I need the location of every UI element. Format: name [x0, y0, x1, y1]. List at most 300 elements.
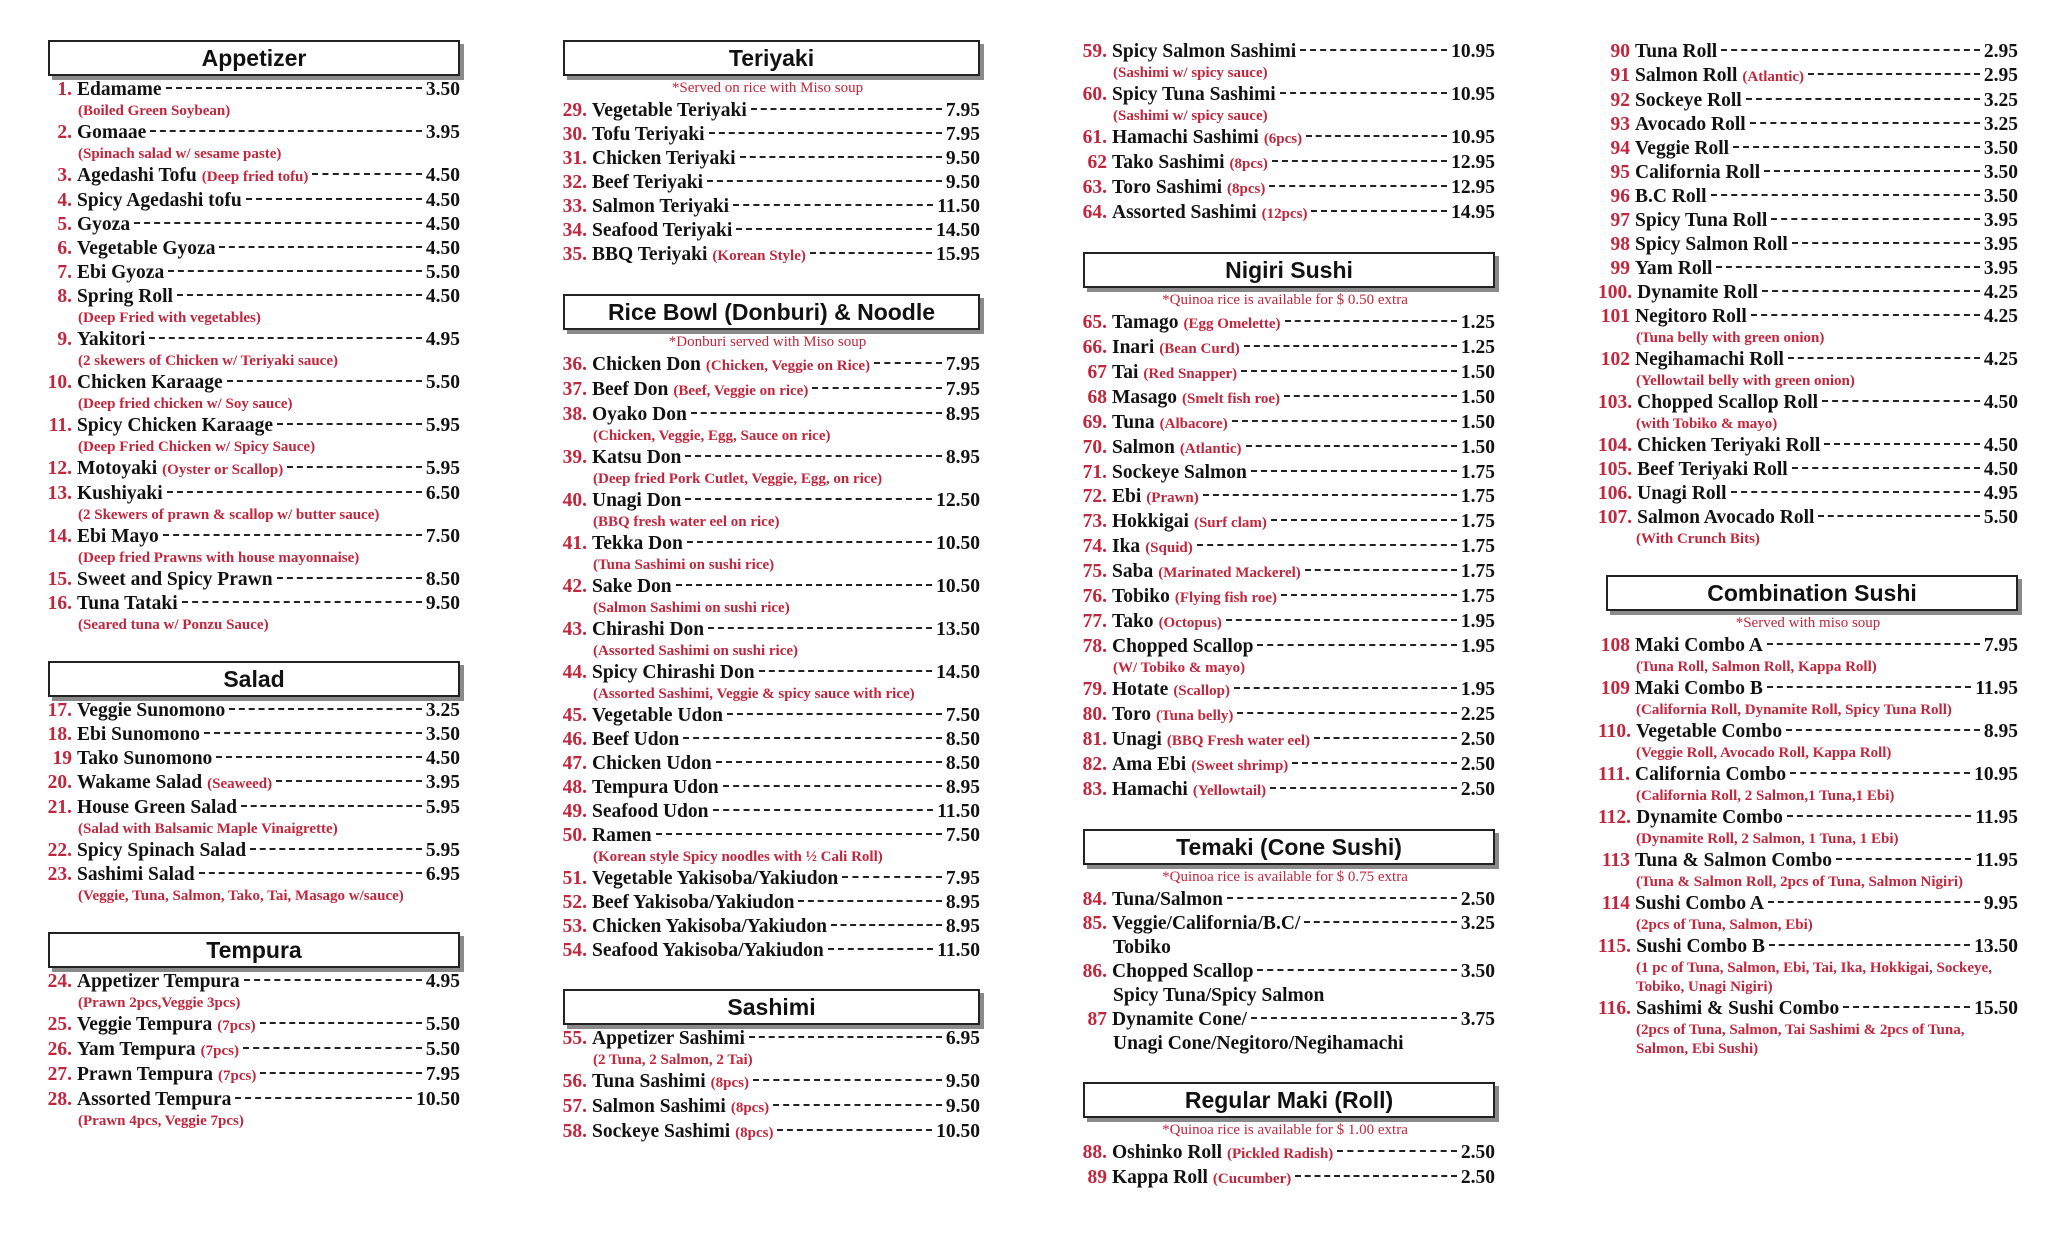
dotted-leader [1771, 218, 1980, 220]
item-name: Katsu Don [592, 447, 682, 468]
dotted-leader [1721, 49, 1980, 51]
dotted-leader [1790, 772, 1970, 774]
menu-item [40, 525, 460, 568]
dotted-leader [204, 732, 422, 734]
menu-item [1075, 678, 1495, 703]
menu-item-line [1075, 585, 1495, 610]
item-price: 3.95 [425, 772, 460, 793]
menu-item-line [555, 939, 980, 963]
item-name: Spicy Tuna Roll [1635, 210, 1768, 231]
menu-item-line [40, 1038, 460, 1063]
item-price: 3.25 [1983, 90, 2018, 111]
menu-section [555, 294, 980, 963]
menu-item [1598, 634, 2018, 677]
menu-item [555, 99, 980, 123]
menu-item-line [1598, 40, 2018, 64]
menu-item [1598, 935, 2018, 997]
item-price: 11.50 [937, 196, 980, 217]
item-price: 3.25 [1983, 114, 2018, 135]
menu-column-1 [40, 40, 460, 1157]
item-number: 87 [1087, 1009, 1107, 1030]
item-number: 43. [562, 619, 587, 640]
item-price: 1.50 [1460, 387, 1495, 408]
menu-item [40, 723, 460, 747]
dotted-leader [1792, 467, 1980, 469]
menu-item-line [40, 568, 460, 592]
menu-item [555, 776, 980, 800]
menu-item [555, 939, 980, 963]
item-name: Oshinko Roll [1112, 1142, 1223, 1163]
item-price: 3.50 [425, 724, 460, 745]
item-name: Dynamite Roll [1637, 282, 1758, 303]
item-number: 44. [562, 662, 587, 683]
item-number: 27. [47, 1064, 72, 1085]
menu-item [40, 482, 460, 525]
section-note: *Quinoa rice is available for $ 1.00 extra [1162, 1122, 1408, 1138]
item-name-continued: Tobiko [1113, 937, 1171, 958]
item-name: Ebi Mayo [77, 526, 159, 547]
dotted-leader [736, 228, 932, 230]
menu-item [1598, 482, 2018, 506]
menu-item-line [1075, 151, 1495, 176]
menu-item-line [1598, 64, 2018, 89]
item-name: B.C Roll [1635, 186, 1707, 207]
menu-item-line [40, 371, 460, 395]
item-number: 35. [562, 244, 587, 265]
item-number: 97 [1610, 210, 1630, 231]
item-price: 2.50 [1460, 1167, 1495, 1188]
item-name: Inari [1112, 337, 1155, 358]
menu-item-line [1075, 40, 1495, 64]
menu-item [1598, 997, 2018, 1059]
item-description: (Salad with Balsamic Maple Vinaigrette) [78, 821, 338, 837]
item-name: Seafood Yakisoba/Yakiudon [592, 940, 824, 961]
item-price: 7.95 [945, 100, 980, 121]
menu-item [1075, 510, 1495, 535]
item-name: Beef Don [592, 379, 669, 400]
menu-item-line [40, 121, 460, 145]
dotted-leader [1271, 519, 1457, 521]
item-number: 59. [1082, 41, 1107, 62]
menu-item-line [40, 723, 460, 747]
menu-item-line [40, 796, 460, 820]
item-price: 13.50 [936, 619, 980, 640]
menu-item-line [1075, 361, 1495, 386]
menu-item [1075, 585, 1495, 610]
item-number: 78. [1082, 636, 1107, 657]
item-number: 102 [1600, 349, 1630, 370]
menu-section [1075, 829, 1495, 1056]
item-name: Appetizer Sashimi [592, 1028, 745, 1049]
menu-item [40, 1063, 460, 1088]
item-number: 114 [1601, 893, 1630, 914]
item-note: (Scallop) [1173, 683, 1230, 699]
dotted-leader [1280, 92, 1447, 94]
item-price: 8.95 [945, 916, 980, 937]
item-name: Maki Combo B [1635, 678, 1763, 699]
item-name: Yakitori [77, 329, 146, 350]
item-note: (Cucumber) [1212, 1171, 1292, 1187]
menu-item-line [1075, 1141, 1495, 1166]
item-name: Veggie/California/B.C/ [1112, 913, 1301, 934]
dotted-leader [707, 180, 942, 182]
item-number: 23. [47, 864, 72, 885]
menu-item-line [1075, 311, 1495, 336]
item-note: (Red Snapper) [1143, 366, 1238, 382]
item-description: (Chicken, Veggie, Egg, Sauce on rice) [593, 428, 831, 444]
section-title: Appetizer [48, 40, 460, 76]
menu-item [555, 532, 980, 575]
item-name: Chicken Don [592, 354, 701, 375]
item-number: 115. [1598, 936, 1632, 957]
item-price: 10.50 [936, 533, 980, 554]
menu-item [40, 414, 460, 457]
item-number: 14. [47, 526, 72, 547]
item-name: Dynamite Cone/ [1112, 1009, 1247, 1030]
item-number: 77. [1082, 611, 1107, 632]
dotted-leader [1227, 897, 1457, 899]
item-price: 2.95 [1983, 41, 2018, 62]
menu-item-line [1075, 728, 1495, 753]
dotted-leader [163, 534, 422, 536]
menu-item [1598, 185, 2018, 209]
menu-item [1075, 411, 1495, 436]
item-price: 4.50 [425, 214, 460, 235]
menu-item [1598, 806, 2018, 849]
menu-item [40, 1088, 460, 1131]
item-name: Vegetable Combo [1636, 721, 1783, 742]
item-number: 39. [562, 447, 587, 468]
item-number: 72. [1082, 486, 1107, 507]
item-name: Sashimi & Sushi Combo [1636, 998, 1840, 1019]
item-price: 4.95 [425, 329, 460, 350]
dotted-leader [1232, 420, 1457, 422]
menu-item [555, 800, 980, 824]
dotted-leader [1716, 266, 1979, 268]
menu-item [1075, 126, 1495, 151]
item-name: Tako Sunomono [77, 748, 213, 769]
item-price: 14.50 [936, 662, 980, 683]
item-price: 10.95 [1451, 84, 1495, 105]
menu-item [40, 371, 460, 414]
item-name: Hokkigai [1112, 511, 1189, 532]
item-description: (Tuna Roll, Salmon Roll, Kappa Roll) [1636, 659, 1877, 675]
item-number: 11. [48, 415, 72, 436]
menu-item-line [555, 915, 980, 939]
dotted-leader [177, 294, 422, 296]
item-price: 8.95 [945, 777, 980, 798]
item-name: Chopped Scallop [1112, 636, 1254, 657]
item-price: 1.25 [1460, 312, 1495, 333]
menu-item [1598, 257, 2018, 281]
menu-item-line [555, 1027, 980, 1051]
menu-item [555, 704, 980, 728]
menu-item [555, 171, 980, 195]
menu-item [40, 796, 460, 839]
item-price: 4.25 [1983, 306, 2018, 327]
item-number: 70. [1082, 437, 1107, 458]
dotted-leader [149, 337, 422, 339]
item-number: 61. [1082, 127, 1107, 148]
dotted-leader [287, 466, 422, 468]
dotted-leader [1237, 712, 1456, 714]
dotted-leader [1768, 901, 1980, 903]
menu-item [555, 1095, 980, 1120]
menu-item-line [40, 1088, 460, 1112]
item-number: 28. [47, 1089, 72, 1110]
item-number: 96 [1610, 186, 1630, 207]
section-title: Regular Maki (Roll) [1083, 1082, 1495, 1118]
section-title: Sashimi [563, 989, 980, 1025]
item-description: (Veggie, Tuna, Salmon, Tako, Tai, Masago w/sauce) [78, 888, 404, 904]
item-note: (Yellowtail) [1192, 783, 1267, 799]
item-price: 7.95 [945, 868, 980, 889]
item-price: 4.50 [425, 190, 460, 211]
item-price: 1.95 [1460, 611, 1495, 632]
menu-item-line [1598, 185, 2018, 209]
item-name: Ama Ebi [1112, 754, 1187, 775]
dotted-leader [219, 246, 421, 248]
item-price: 3.75 [1460, 1009, 1495, 1030]
menu-item-line [40, 189, 460, 213]
item-name: Toro [1112, 704, 1152, 725]
item-name: Spicy Spinach Salad [77, 840, 247, 861]
menu-section [1075, 1082, 1495, 1191]
item-price: 7.95 [945, 379, 980, 400]
item-price: 1.50 [1460, 437, 1495, 458]
item-name: Spicy Agedashi tofu [77, 190, 242, 211]
menu-item-line [40, 213, 460, 237]
menu-column-3 [1075, 40, 1495, 1217]
item-number: 12. [47, 458, 72, 479]
item-name: Sockeye Sashimi [592, 1121, 731, 1142]
menu-item [40, 285, 460, 328]
item-price: 11.95 [1975, 678, 2018, 699]
dotted-leader [683, 737, 942, 739]
item-number: 104. [1598, 435, 1633, 456]
item-name: Chicken Teriyaki Roll [1637, 435, 1821, 456]
item-name: Sashimi Salad [77, 864, 195, 885]
item-price: 3.95 [1983, 258, 2018, 279]
item-name: Vegetable Udon [592, 705, 723, 726]
item-number: 57. [562, 1096, 587, 1117]
item-description: (Tuna belly with green onion) [1636, 330, 1825, 346]
dotted-leader [227, 380, 422, 382]
item-price: 3.95 [425, 122, 460, 143]
dotted-leader [1767, 643, 1980, 645]
item-price: 11.50 [937, 801, 980, 822]
menu-item [1075, 610, 1495, 635]
item-price: 2.50 [1460, 1142, 1495, 1163]
item-name: Chopped Scallop Roll [1637, 392, 1819, 413]
menu-item-line [40, 592, 460, 616]
dotted-leader [1241, 370, 1457, 372]
menu-item [1598, 763, 2018, 806]
dotted-leader [1843, 1006, 1970, 1008]
item-name: Tako [1112, 611, 1154, 632]
item-note: (Marinated Mackerel) [1158, 565, 1301, 581]
item-number: 75. [1082, 561, 1107, 582]
item-number: 40. [562, 490, 587, 511]
item-description: (Deep Fried with vegetables) [78, 310, 261, 326]
item-number: 65. [1082, 312, 1107, 333]
menu-item-line [40, 525, 460, 549]
menu-item-line [555, 219, 980, 243]
item-name: Tofu Teriyaki [592, 124, 705, 145]
item-name: Ebi [1112, 486, 1142, 507]
menu-item [1598, 233, 2018, 257]
item-name: Yam Roll [1635, 258, 1713, 279]
item-name: Seafood Udon [592, 801, 709, 822]
menu-item-line [40, 482, 460, 506]
item-name: Assorted Tempura [77, 1089, 232, 1110]
item-price: 9.50 [945, 172, 980, 193]
item-description: (Assorted Sashimi, Veggie & spicy sauce with rice) [593, 686, 915, 702]
item-price: 4.25 [1983, 349, 2018, 370]
menu-section [40, 40, 460, 635]
item-price: 4.50 [1983, 392, 2018, 413]
item-name: Ebi Gyoza [77, 262, 165, 283]
menu-item-line [1598, 391, 2018, 415]
menu-column-2 [555, 40, 980, 1171]
item-name: Sake Don [592, 576, 672, 597]
item-name: Unagi Roll [1637, 483, 1727, 504]
dotted-leader [691, 412, 942, 414]
item-note: (Deep fried tofu) [201, 169, 309, 185]
item-number: 62 [1087, 152, 1107, 173]
item-number: 79. [1082, 679, 1107, 700]
item-number: 64. [1082, 202, 1107, 223]
item-price: 8.50 [945, 753, 980, 774]
item-number: 83. [1082, 779, 1107, 800]
item-name: Tuna Roll [1635, 41, 1718, 62]
item-description: (2pcs of Tuna, Salmon, Tai Sashimi & 2pcs of Tuna, Salmon, Ebi Sushi) [1636, 1022, 1965, 1057]
dotted-leader [1311, 210, 1447, 212]
item-number: 109 [1600, 678, 1630, 699]
item-number: 82. [1082, 754, 1107, 775]
menu-item-line [40, 78, 460, 102]
dotted-leader [1808, 73, 1980, 75]
menu-item-line [1075, 535, 1495, 560]
item-description: (Deep fried Pork Cutlet, Veggie, Egg, on rice) [593, 471, 883, 487]
dotted-leader [709, 132, 942, 134]
dotted-leader [1337, 1150, 1457, 1152]
menu-item-line [1598, 161, 2018, 185]
section-note: *Quinoa rice is available for $ 0.50 extra [1162, 292, 1408, 308]
item-note: (Flying fish roe) [1174, 590, 1278, 606]
menu-column-4 [1598, 40, 2018, 1085]
menu-item [555, 446, 980, 489]
dotted-leader [1750, 122, 1980, 124]
item-name: Vegetable Gyoza [77, 238, 216, 259]
menu-item-line [1075, 83, 1495, 107]
item-number: 29. [562, 100, 587, 121]
dotted-leader [1314, 737, 1457, 739]
item-note: (7pcs) [200, 1043, 239, 1059]
menu-item-line [555, 867, 980, 891]
item-number: 22. [47, 840, 72, 861]
menu-item [1598, 348, 2018, 391]
item-number: 66. [1082, 337, 1107, 358]
dotted-leader [708, 627, 932, 629]
menu-item-line [40, 457, 460, 482]
menu-item [40, 457, 460, 482]
menu-item [1598, 391, 2018, 434]
menu-item-line [1075, 960, 1495, 984]
menu-item-line [1075, 436, 1495, 461]
menu-item [1075, 40, 1495, 83]
dotted-leader [753, 1079, 942, 1081]
dotted-leader [1251, 1017, 1457, 1019]
menu-item [555, 378, 980, 403]
item-note: (8pcs) [1227, 181, 1266, 197]
item-name: Spicy Tuna Sashimi [1112, 84, 1276, 105]
menu-item [40, 237, 460, 261]
menu-item [1075, 336, 1495, 361]
dotted-leader [1767, 686, 1971, 688]
menu-item-line [555, 704, 980, 728]
item-name: Salmon Sashimi [592, 1096, 726, 1117]
item-name: Chopped Scallop [1112, 961, 1254, 982]
item-price: 5.50 [425, 1014, 460, 1035]
item-price: 6.50 [425, 483, 460, 504]
item-name: Tempura Udon [592, 777, 719, 798]
item-note: (Squid) [1145, 540, 1193, 556]
item-number: 34. [562, 220, 587, 241]
dotted-leader [312, 173, 421, 175]
menu-item-line [1075, 1166, 1495, 1191]
item-price: 6.95 [945, 1028, 980, 1049]
item-name: Ramen [592, 825, 652, 846]
menu-item-line [1075, 703, 1495, 728]
item-number: 25. [47, 1014, 72, 1035]
item-name: Tuna [1112, 412, 1155, 433]
item-number: 58. [562, 1121, 587, 1142]
dotted-leader [1197, 544, 1457, 546]
item-description: (Boiled Green Soybean) [78, 103, 231, 119]
menu-item-line [1598, 209, 2018, 233]
item-name: Gomaae [77, 122, 147, 143]
item-price: 7.50 [425, 526, 460, 547]
menu-item-line [555, 776, 980, 800]
menu-item [555, 752, 980, 776]
item-number: 8. [57, 286, 72, 307]
item-description: (2 skewers of Chicken w/ Teriyaki sauce) [78, 353, 338, 369]
menu-item-line [1598, 482, 2018, 506]
menu-item-line [1598, 257, 2018, 281]
dotted-leader [1269, 185, 1447, 187]
menu-item-line [1598, 113, 2018, 137]
dotted-leader [1762, 290, 1980, 292]
item-note: (12pcs) [1261, 206, 1308, 222]
item-price: 8.95 [945, 404, 980, 425]
menu-item-line [1075, 753, 1495, 778]
item-description: (California Roll, 2 Salmon,1 Tuna,1 Ebi) [1636, 788, 1895, 804]
item-description: (1 pc of Tuna, Salmon, Ebi, Tai, Ika, Hokkigai, Sockeye, Tobiko, Unagi Nigiri) [1636, 960, 1992, 995]
item-name: Saba [1112, 561, 1154, 582]
menu-item-line [555, 99, 980, 123]
item-price: 3.50 [1983, 138, 2018, 159]
item-price: 7.50 [945, 825, 980, 846]
item-number: 55. [562, 1028, 587, 1049]
menu-item [555, 824, 980, 867]
menu-item-line [40, 285, 460, 309]
item-number: 113 [1601, 850, 1630, 871]
dotted-leader [1300, 49, 1447, 51]
item-description: (Deep Fried Chicken w/ Spicy Sauce) [78, 439, 316, 455]
item-number: 4. [57, 190, 72, 211]
dotted-leader [1295, 1175, 1457, 1177]
